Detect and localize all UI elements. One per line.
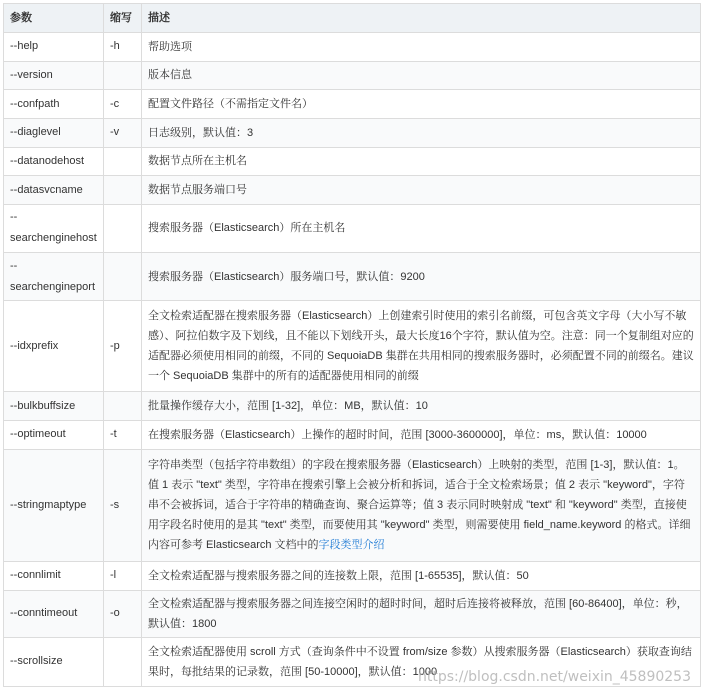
desc-cell: 全文检索适配器与搜索服务器之间的连接数上限，范围 [1-65535]，默认值：50 (142, 562, 701, 591)
field-type-link[interactable]: 字段类型介绍 (318, 539, 385, 552)
table-row (4, 420, 701, 449)
desc-cell: 版本信息 (142, 61, 701, 90)
abbr-cell (104, 204, 142, 252)
param-cell: --searchengineport (4, 253, 104, 301)
abbr-cell: -v (104, 118, 142, 147)
table-row (4, 253, 701, 301)
abbr-cell (104, 253, 142, 301)
desc-cell: 数据节点所在主机名 (142, 147, 701, 176)
abbr-cell: -t (104, 420, 142, 449)
desc-cell: 全文检索适配器与搜索服务器之间连接空闲时的超时时间，超时后连接将被释放，范围 [60-86400]，单位：秒，默认值：1800 (142, 590, 701, 637)
table-row (4, 204, 701, 252)
table-row (4, 590, 701, 637)
table-header-row (4, 4, 701, 33)
desc-cell: 全文检索适配器使用 scroll 方式（查询条件中不设置 from/size 参数）从搜索服务器（Elasticsearch）获取查询结果时，每批结果的记录数，范围 [50-10000]，默认值：1000 (142, 637, 701, 686)
abbr-cell (104, 147, 142, 176)
param-cell: --bulkbuffsize (4, 392, 104, 421)
table-row (4, 61, 701, 90)
abbr-cell: -p (104, 301, 142, 392)
desc-cell: 在搜索服务器（Elasticsearch）上操作的超时时间，范围 [3000-3600000]，单位：ms，默认值：10000 (142, 420, 701, 449)
table-row (4, 392, 701, 421)
abbr-cell (104, 392, 142, 421)
abbr-cell: -c (104, 90, 142, 119)
header-abbr: 缩写 (104, 4, 142, 33)
desc-cell: 搜索服务器（Elasticsearch）服务端口号，默认值：9200 (142, 253, 701, 301)
desc-cell: 日志级别，默认值：3 (142, 118, 701, 147)
param-cell: --stringmaptype (4, 449, 104, 562)
param-cell: --help (4, 33, 104, 62)
table-row (4, 562, 701, 591)
param-cell: --diaglevel (4, 118, 104, 147)
param-cell: --datanodehost (4, 147, 104, 176)
table-row (4, 90, 701, 119)
parameter-table (3, 3, 701, 687)
table-row (4, 33, 701, 62)
abbr-cell (104, 637, 142, 686)
abbr-cell (104, 176, 142, 205)
abbr-cell: -s (104, 449, 142, 562)
abbr-cell: -l (104, 562, 142, 591)
desc-cell: 数据节点服务端口号 (142, 176, 701, 205)
param-cell: --version (4, 61, 104, 90)
param-cell: --optimeout (4, 420, 104, 449)
watermark: https://blog.csdn.net/weixin_45890253 (417, 669, 691, 685)
abbr-cell: -o (104, 590, 142, 637)
abbr-cell: -h (104, 33, 142, 62)
param-cell: --datasvcname (4, 176, 104, 205)
header-desc: 描述 (142, 4, 701, 33)
param-cell: --searchenginehost (4, 204, 104, 252)
table-row (4, 637, 701, 686)
desc-cell (142, 449, 701, 562)
table-row (4, 118, 701, 147)
param-cell: --conntimeout (4, 590, 104, 637)
param-cell: --confpath (4, 90, 104, 119)
desc-cell: 全文检索适配器在搜索服务器（Elasticsearch）上创建索引时使用的索引名前缀，可包含英文字母（大小写不敏感）、阿拉伯数字及下划线，且不能以下划线开头，最大长度16个字符，默认值为空。注意：同一个复制组对应的适配器必须使用相同的前缀，不同的 SequoiaDB 集群在共用相同的搜索服务器时，必须配置不同的前缀名。建议一个 SequoiaDB 集群中的所有的适配器使用相同的前缀 (142, 301, 701, 392)
param-cell: --scrollsize (4, 637, 104, 686)
table-row (4, 176, 701, 205)
desc-cell: 配置文件路径（不需指定文件名） (142, 90, 701, 119)
table-row (4, 449, 701, 562)
header-param: 参数 (4, 4, 104, 33)
desc-text: 字符串类型（包括字符串数组）的字段在搜索服务器（Elasticsearch）上映射的类型，范围 [1-3]，默认值：1。值 1 表示 "text" 类型，字符串在搜索引擎上会被分析和拆词，适合于全文检索场景；值 2 表示 "keyword"，字符串不会被拆词，适合于字符串的精确查询、聚合运算等；值 3 表示同时映射成 "text" 和 "keyword" 类型，直接使用字段名时使用的是其 "text" 类型，而要使用其 "keyword" 类型，则需要使用 field_name.keyword 的格式。详细内容可参考 Elasticsearch 文档中的 (148, 459, 691, 552)
desc-cell: 搜索服务器（Elasticsearch）所在主机名 (142, 204, 701, 252)
desc-cell: 帮助选项 (142, 33, 701, 62)
table-row (4, 147, 701, 176)
abbr-cell (104, 61, 142, 90)
desc-cell: 批量操作缓存大小，范围 [1-32]，单位：MB，默认值：10 (142, 392, 701, 421)
param-cell: --connlimit (4, 562, 104, 591)
param-cell: --idxprefix (4, 301, 104, 392)
table-row (4, 301, 701, 392)
